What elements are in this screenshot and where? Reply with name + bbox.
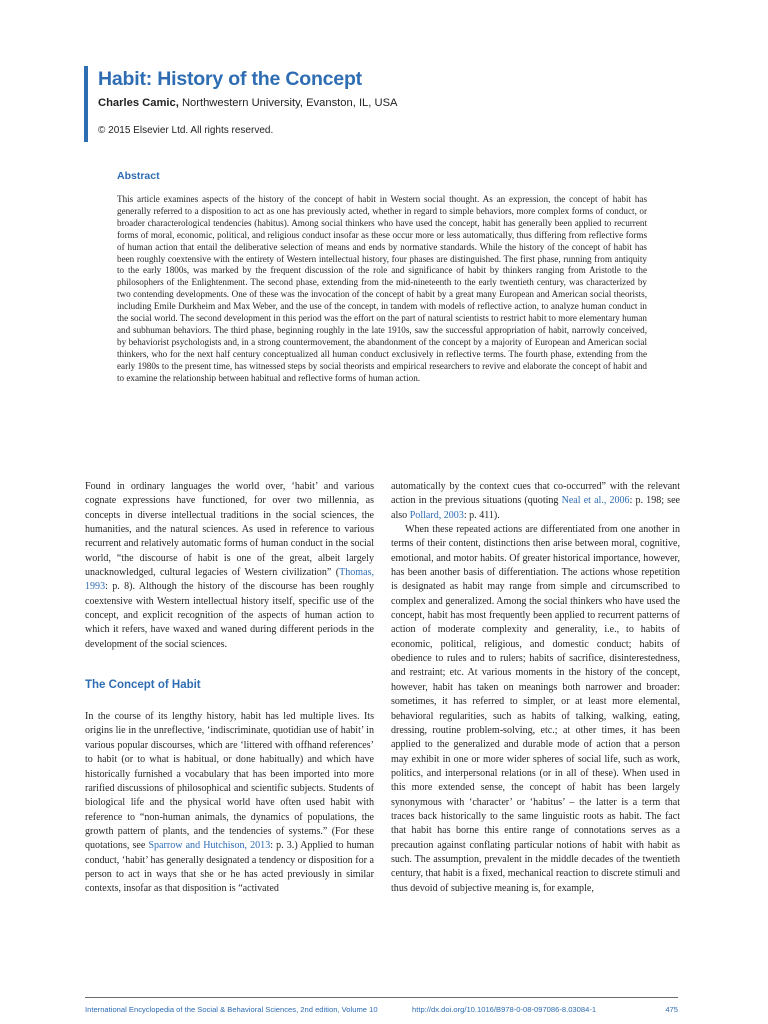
right-column: [391, 480, 680, 896]
author-line: [98, 95, 684, 111]
text-span: In the course of its lengthy history, habit has led multiple lives. Its origins lie in the unreflective, ‘indiscriminate, quotidian use of habit’ in various popular discourses, which are ‘littered with offhand references’ to habit (or to what is habitual, or done habitually) and which have historically furnished a vocabulary that has been imported into more rarified discussions of philosophical and scientific subjects. Students of biological life and the physical world have often used habit with reference to “non-human animals, the dynamics of populations, the growth pattern of plants, and the tendencies of systems.” (For these quotations, see: [85, 711, 374, 852]
footer-source: International Encyclopedia of the Social & Behavioral Sciences, 2nd edition, Volume 10: [85, 1005, 378, 1014]
author-affiliation: Northwestern University, Evanston, IL, USA: [178, 97, 398, 109]
citation-link-pollard[interactable]: Pollard, 2003: [409, 509, 464, 521]
citation-link-thomas[interactable]: Thomas, 1993: [85, 567, 374, 593]
article-header: [84, 66, 684, 142]
text-span: Found in ordinary languages the world over, ‘habit’ and various cognate expressions have functioned, for over two millennia, as concepts in diverse intellectual traditions in the social sciences, the humanities, and the natural sciences. As used in reference to various recurrent and relatively automatic forms of human conduct in the social world, “the discourse of habit is one of the great, albeit largely unacknowledged, cultural legacies of Western civilization” (: [85, 481, 374, 579]
text-span: : p. 411).: [463, 509, 500, 521]
body-paragraph: When these repeated actions are differentiated from one another in terms of their content, distinctions then arise between moral, cognitive, emotional, and motor habits. Of greater historical importance, however, has been another basis of differentiation. The actions whose repetition is designated as habit may range from simple and circumscribed to complex and generalized. Among the social thinkers who have used the concept, habit has most frequently been applied to recurrent patterns of action of moderate complexity and generality, i.e., to habits of economic, political, religious, and domestic conduct; habits of obedience to rules and to rulers; habits of sacrifice, disinterestedness, and restraint; etc. At various moments in the history of the concept, however, habit has taken on meanings both narrower and broader: sometimes, it has referred to simpler, or at least more elemental, behavioral regularities, such as habits of talking, walking, eating, dressing, routine problem-solving, etc.; at other times, it has been applied to the generalized and durable mode of action that a person may exhibit in one or more wider spheres of social life, such as work, politics, and interpersonal relations (or in all of these). When used in this more extended sense, the concept of habit has been largely synonymous with ‘character’ or ‘habitus’ – the latter is a term that traces back historically to the same linguistic roots as habit. The fact that habit has borne this entire range of connotations serves as a precaution against conflating particular notions of habit with habit as such. The assumption, prevalent in the middle decades of the twentieth century, that habit is a fixed, mechanical reaction to discrete stimuli and thus devoid of subjective meaning is, for example,: [391, 524, 680, 894]
text-span: automatically by the context cues that co-occurred” with the relevant action in the previous situations (quoting: [391, 481, 680, 507]
intro-paragraph: [85, 480, 374, 652]
page-number: 475: [665, 1005, 678, 1014]
citation-link-sparrow[interactable]: Sparrow and Hutchison, 2013: [148, 840, 271, 852]
text-span: : p. 198; see also: [391, 495, 680, 521]
body-paragraph: [391, 480, 680, 523]
text-span: : p. 3.) Applied to human conduct, ‘habit’ has generally designated a tendency or disposition for a person to act in ways that she or he has acted previously in similar contexts, insofar as that disposition is “activated: [85, 840, 374, 895]
copyright-notice: © 2015 Elsevier Ltd. All rights reserved.: [98, 125, 274, 136]
left-column: [85, 480, 374, 897]
doi-link[interactable]: http://dx.doi.org/10.1016/B978-0-08-097086-8.03084-1: [412, 1005, 597, 1014]
article-title: Habit: History of the Concept: [98, 68, 362, 90]
abstract-heading: Abstract: [117, 170, 160, 182]
footer-divider: [85, 997, 678, 998]
section-heading: The Concept of Habit: [85, 679, 201, 692]
body-paragraph: [85, 710, 374, 896]
text-span: : p. 8). Although the history of the discourse has been roughly coextensive with Western intellectual history itself, specific use of the concept, and explicit recognition of the aspects of human action to which it refers, have waxed and waned during different periods in the development of the social sciences.: [85, 581, 374, 650]
abstract-text: This article examines aspects of the history of the concept of habit in Western social thought. As an expression, the concept of habit has generally referred to a disposition to act as one has previously acted, whether in regard to simple behaviors, more complex forms of conduct, or broader characterological tendencies (habitus). Among social thinkers who have used the concept, habit has generally been applied to recurrent forms of moral, economic, political, and religious conduct insofar as these occur more or less automatically, thus differing from reflective forms of human action that entail the deliberative selection of means and ends by normative standards. While the history of the concept of habit has been roughly coextensive with the entirety of Western intellectual history, four phases are distinguished. The first phase, running from antiquity to the early 1800s, was marked by the frequent discussion of the role and significance of habit by thinkers ranging from Aristotle to the philosophers of the Enlightenment. The second phase, extending from the mid-nineteenth to the early twentieth century, was characterized by two contending developments. One of these was the invocation of the concept of habit by a great many European and American social theorists, including Emile Durkheim and Max Weber, and the use of the concept, in tandem with models of reflective action, to analyze human conduct in the social world. The second development in this period was the effort on the part of natural scientists to restrict habit to more elementary human and subhuman behaviors. The third phase, beginning roughly in the late 1910s, saw the successful appropriation of habit, narrowly conceived, by behaviorist psychologists and, in a strong countermovement, the abandonment of the concept by a majority of European and American social thinkers, who for the next half century conceptualized all human conduct exclusively in reflective terms. The fourth phase, extending from the early 1980s to the present time, has witnessed steps by social theorists and empirical researchers to revive and elaborate the concept of habit and to examine the relationship between habitual and reflective forms of human action.: [117, 194, 647, 383]
citation-link-neal[interactable]: Neal et al., 2006: [561, 495, 630, 507]
author-name: Charles Camic,: [98, 97, 179, 109]
